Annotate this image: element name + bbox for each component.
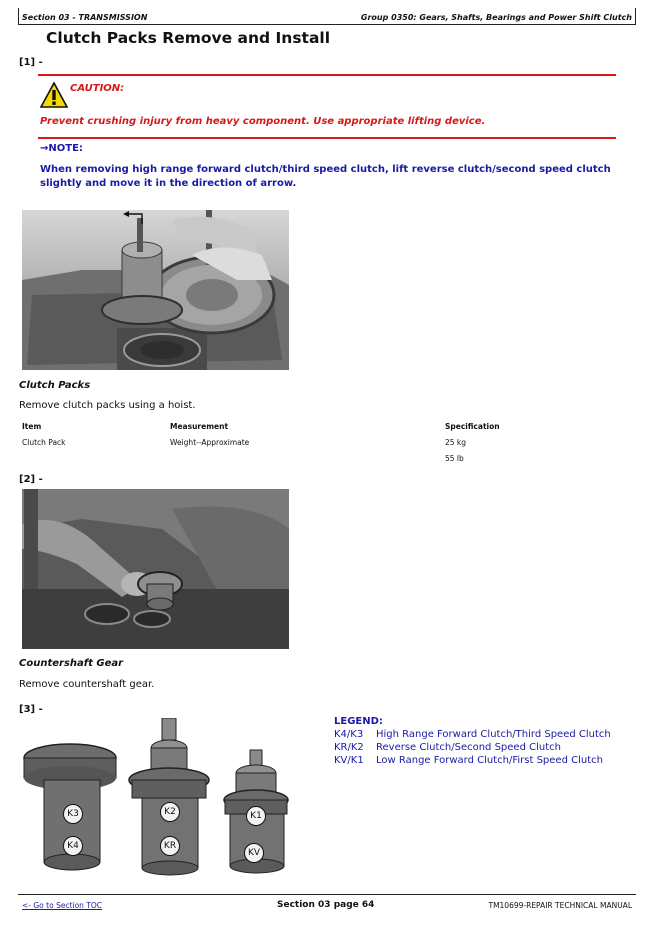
label-k4: K4 <box>63 836 83 856</box>
label-k3: K3 <box>63 804 83 824</box>
label-kv: KV <box>244 843 264 863</box>
note-text-line-1: When removing high range forward clutch/third speed clutch, lift reverse clutch/second speed clutch <box>40 164 611 175</box>
header-right-tick <box>635 8 636 24</box>
table-cell-spec-metric: 25 kg <box>445 438 467 447</box>
step-3-label: [3] - <box>19 704 43 715</box>
countershaft-gear-caption: Countershaft Gear <box>19 658 124 669</box>
table-cell-spec-imperial: 55 lb <box>445 454 464 463</box>
legend-desc-1: High Range Forward Clutch/Third Speed Clutch <box>376 729 611 740</box>
table-cell-item: Clutch Pack <box>22 438 66 447</box>
step-2-label: [2] - <box>19 474 43 485</box>
header-section: Section 03 - TRANSMISSION <box>22 13 148 22</box>
caution-bottom-rule <box>38 137 616 139</box>
legend-code-2: KR/K2 <box>334 742 364 753</box>
table-header-measurement: Measurement <box>170 422 229 431</box>
legend-code-3: KV/K1 <box>334 755 364 766</box>
header-rule <box>18 24 636 25</box>
footer-page-number: Section 03 page 64 <box>277 900 375 910</box>
label-kr: KR <box>160 836 180 856</box>
table-cell-measurement: Weight--Approximate <box>170 438 250 447</box>
footer-rule <box>18 894 636 895</box>
clutch-packs-labeled-photo <box>22 718 289 878</box>
clutch-packs-photo <box>22 210 289 370</box>
step-1-label: [1] - <box>19 57 43 68</box>
go-to-section-toc-link[interactable]: <- Go to Section TOC <box>22 901 103 910</box>
caution-text: Prevent crushing injury from heavy component. Use appropriate lifting device. <box>40 116 486 127</box>
label-k2: K2 <box>160 802 180 822</box>
warning-icon <box>40 82 68 108</box>
header-left-tick <box>18 8 19 24</box>
caution-top-rule <box>38 74 616 76</box>
page-title: Clutch Packs Remove and Install <box>46 29 331 47</box>
header-group: Group 0350: Gears, Shafts, Bearings and Power Shift Clutch <box>360 13 632 22</box>
legend-code-1: K4/K3 <box>334 729 364 740</box>
legend-desc-3: Low Range Forward Clutch/First Speed Clutch <box>376 755 603 766</box>
table-header-specification: Specification <box>445 422 500 431</box>
clutch-packs-caption: Clutch Packs <box>19 380 91 391</box>
table-header-item: Item <box>22 422 42 431</box>
legend-title: LEGEND: <box>334 716 383 727</box>
legend-desc-2: Reverse Clutch/Second Speed Clutch <box>376 742 561 753</box>
note-text-line-2: slightly and move it in the direction of arrow. <box>40 178 297 189</box>
note-label: →NOTE: <box>40 143 83 154</box>
caution-label: CAUTION: <box>70 83 125 94</box>
countershaft-gear-photo <box>22 489 289 649</box>
label-k1: K1 <box>246 806 266 826</box>
clutch-packs-instruction: Remove clutch packs using a hoist. <box>19 400 196 411</box>
countershaft-gear-instruction: Remove countershaft gear. <box>19 679 155 690</box>
footer-manual-name: TM10699-REPAIR TECHNICAL MANUAL <box>488 901 632 910</box>
